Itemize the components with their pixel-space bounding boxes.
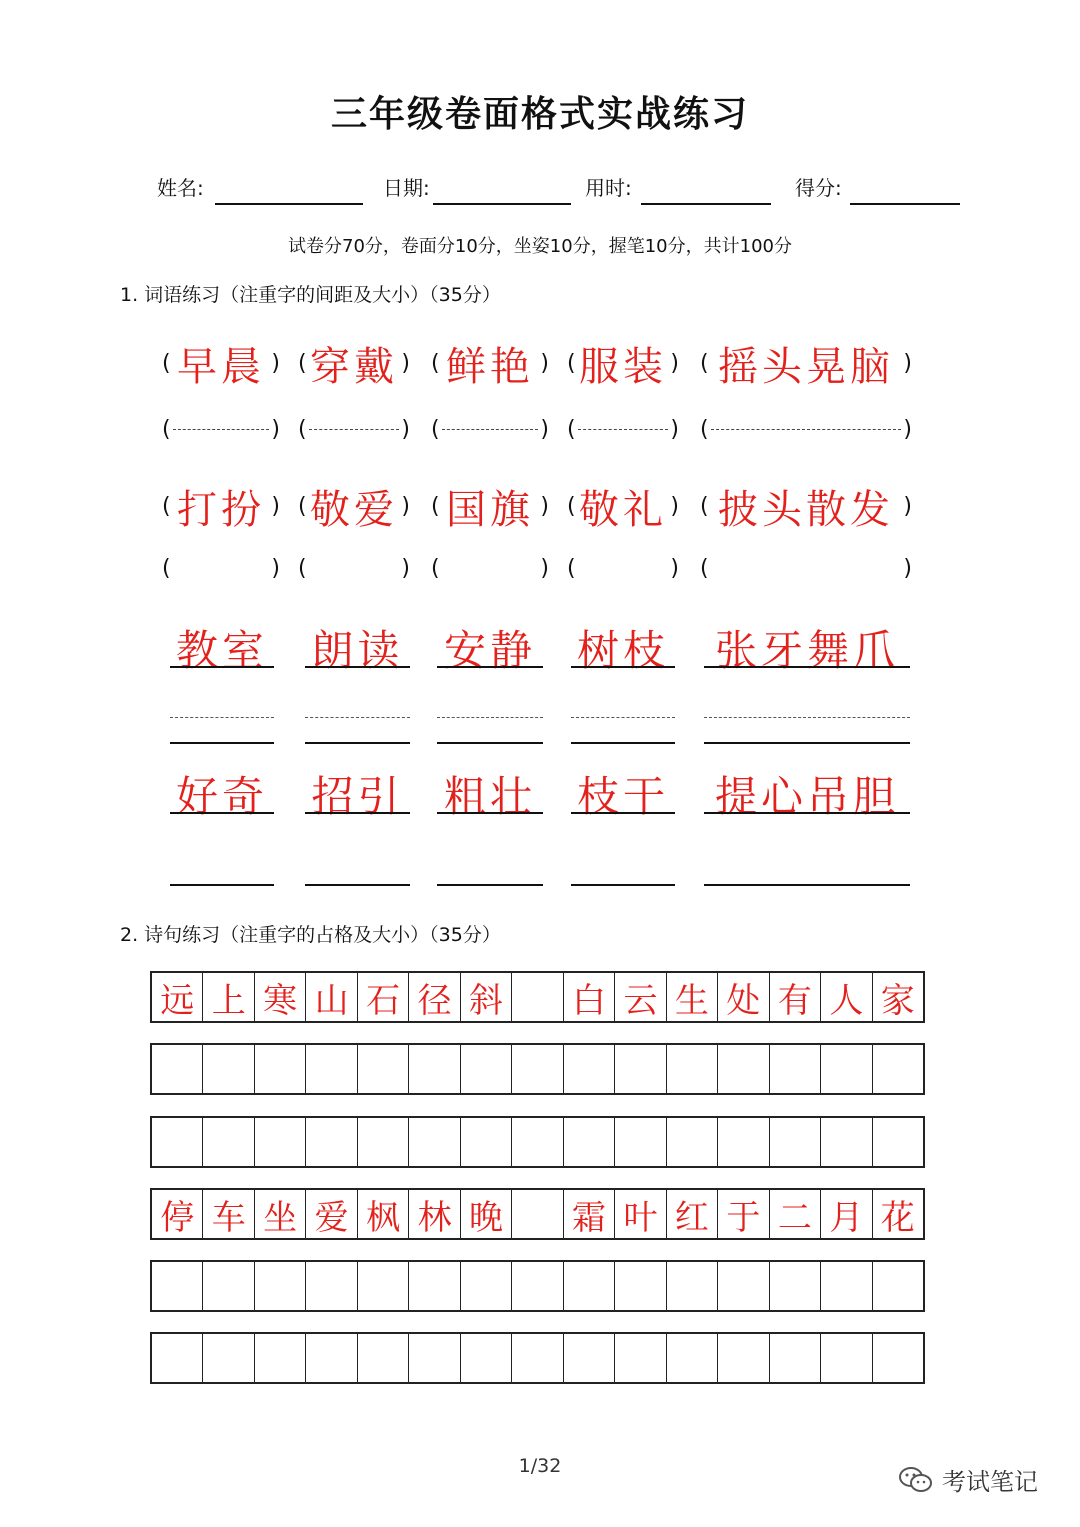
practice-cell[interactable] (461, 1045, 512, 1093)
page-number: 1/32 (518, 1455, 562, 1477)
word-underline (704, 666, 910, 668)
practice-cell[interactable] (358, 1118, 409, 1166)
practice-parens[interactable] (298, 414, 410, 444)
word-in-parens (162, 476, 280, 536)
practice-cell[interactable] (255, 1262, 306, 1310)
dashed-guide (170, 717, 274, 718)
close-paren: ) (670, 350, 679, 376)
score-line (850, 203, 960, 205)
wechat-icon (898, 1465, 934, 1495)
model-word: 摇头晃脑 (718, 343, 894, 390)
open-paren: ( (298, 416, 307, 442)
model-cell: 坐 (255, 1190, 306, 1238)
practice-cell[interactable] (821, 1262, 872, 1310)
practice-cell[interactable] (564, 1262, 615, 1310)
dashed-guide (711, 429, 902, 430)
model-cell (512, 1190, 563, 1238)
model-word: 服装 (579, 343, 667, 390)
close-paren: ) (401, 416, 410, 442)
practice-cell[interactable] (770, 1262, 821, 1310)
time-line (641, 203, 771, 205)
close-paren: ) (670, 493, 679, 519)
practice-grid-row (150, 1116, 925, 1168)
model-word: 树枝 (576, 626, 669, 675)
date-label: 日期: (383, 176, 430, 200)
model-cell: 月 (821, 1190, 872, 1238)
word-underline (571, 666, 675, 668)
practice-cell[interactable] (667, 1334, 718, 1382)
model-word: 敬礼 (579, 486, 667, 533)
practice-cell[interactable] (461, 1262, 512, 1310)
model-cell: 径 (409, 973, 460, 1021)
open-paren: ( (431, 416, 440, 442)
practice-cell[interactable] (152, 1334, 203, 1382)
word-underline (170, 812, 274, 814)
open-paren: ( (567, 350, 576, 376)
practice-parens[interactable] (567, 414, 679, 444)
practice-cell[interactable] (873, 1334, 923, 1382)
dashed-guide (578, 429, 669, 430)
practice-cell[interactable] (358, 1045, 409, 1093)
practice-cell[interactable] (306, 1262, 357, 1310)
open-paren: ( (567, 555, 576, 581)
open-paren: ( (700, 493, 709, 519)
practice-cell[interactable] (512, 1334, 563, 1382)
close-paren: ) (540, 416, 549, 442)
dashed-guide (437, 717, 543, 718)
open-paren: ( (567, 493, 576, 519)
practice-cell[interactable] (667, 1118, 718, 1166)
practice-cell[interactable] (512, 1262, 563, 1310)
dashed-guide (704, 717, 910, 718)
practice-cell[interactable] (564, 1118, 615, 1166)
practice-cell[interactable] (409, 1262, 460, 1310)
practice-grid-row (150, 1260, 925, 1312)
practice-cell[interactable] (615, 1045, 666, 1093)
model-word: 教室 (175, 626, 268, 675)
close-paren: ) (271, 555, 280, 581)
practice-cell[interactable] (718, 1262, 769, 1310)
open-paren: ( (298, 350, 307, 376)
close-paren: ) (903, 416, 912, 442)
name-line (215, 203, 363, 205)
score-breakdown: 试卷分70分，卷面分10分，坐姿10分，握笔10分，共计100分 (288, 236, 792, 257)
word-in-parens (567, 333, 679, 393)
model-word: 鲜艳 (446, 343, 534, 390)
practice-line[interactable] (437, 742, 543, 744)
open-paren: ( (431, 350, 440, 376)
model-cell: 二 (770, 1190, 821, 1238)
model-cell: 叶 (615, 1190, 666, 1238)
word-underline (437, 812, 543, 814)
close-paren: ) (903, 555, 912, 581)
model-cell: 生 (667, 973, 718, 1021)
model-cell: 霜 (564, 1190, 615, 1238)
practice-cell[interactable] (409, 1118, 460, 1166)
model-word: 提心吊胆 (714, 772, 899, 821)
word-in-parens (700, 333, 912, 393)
practice-cell[interactable] (255, 1334, 306, 1382)
practice-cell[interactable] (461, 1334, 512, 1382)
model-word: 招引 (311, 772, 404, 821)
practice-cell[interactable] (203, 1045, 254, 1093)
practice-cell[interactable] (306, 1334, 357, 1382)
model-word: 好奇 (175, 772, 268, 821)
model-cell: 白 (564, 973, 615, 1021)
practice-parens[interactable] (700, 553, 912, 583)
practice-parens[interactable] (700, 414, 912, 444)
score-label: 得分: (795, 176, 842, 200)
close-paren: ) (670, 555, 679, 581)
practice-cell[interactable] (358, 1334, 409, 1382)
open-paren: ( (162, 416, 171, 442)
practice-cell[interactable] (564, 1045, 615, 1093)
model-cell: 晚 (461, 1190, 512, 1238)
word-in-parens (298, 476, 410, 536)
close-paren: ) (903, 493, 912, 519)
practice-line[interactable] (170, 884, 274, 886)
date-line (433, 203, 571, 205)
time-label: 用时: (585, 176, 632, 200)
page-title: 三年级卷面格式实战练习 (330, 94, 749, 135)
practice-line[interactable] (704, 884, 910, 886)
practice-cell[interactable] (203, 1334, 254, 1382)
close-paren: ) (401, 555, 410, 581)
practice-cell[interactable] (306, 1045, 357, 1093)
model-cell: 爱 (306, 1190, 357, 1238)
open-paren: ( (431, 493, 440, 519)
section2-heading: 2. 诗句练习（注重字的占格及大小）（35分） (120, 924, 501, 946)
practice-cell[interactable] (564, 1334, 615, 1382)
word-in-parens (298, 333, 410, 393)
model-word: 早晨 (177, 343, 265, 390)
model-cell: 有 (770, 973, 821, 1021)
practice-parens[interactable] (567, 553, 679, 583)
practice-line[interactable] (571, 742, 675, 744)
word-underline (571, 812, 675, 814)
practice-cell[interactable] (873, 1262, 923, 1310)
dashed-guide (442, 429, 539, 430)
practice-cell[interactable] (821, 1334, 872, 1382)
model-cell: 石 (358, 973, 409, 1021)
model-cell: 于 (718, 1190, 769, 1238)
watermark (898, 1462, 1038, 1497)
model-word: 打扮 (177, 486, 265, 533)
word-underline (704, 812, 910, 814)
practice-cell[interactable] (667, 1045, 718, 1093)
model-word: 朗读 (311, 626, 404, 675)
model-grid-row (150, 1188, 925, 1240)
practice-parens[interactable] (162, 414, 280, 444)
word-underline (305, 812, 410, 814)
practice-cell[interactable] (255, 1118, 306, 1166)
practice-cell[interactable] (512, 1118, 563, 1166)
practice-cell[interactable] (152, 1045, 203, 1093)
close-paren: ) (271, 350, 280, 376)
watermark-text: 考试笔记 (942, 1468, 1038, 1496)
close-paren: ) (670, 416, 679, 442)
word-in-parens (567, 476, 679, 536)
close-paren: ) (903, 350, 912, 376)
open-paren: ( (700, 350, 709, 376)
practice-cell[interactable] (615, 1262, 666, 1310)
model-cell: 处 (718, 973, 769, 1021)
practice-line[interactable] (305, 884, 410, 886)
practice-grid-row (150, 1043, 925, 1095)
practice-cell[interactable] (306, 1118, 357, 1166)
practice-cell[interactable] (512, 1045, 563, 1093)
model-word: 国旗 (446, 486, 534, 533)
practice-parens[interactable] (431, 553, 549, 583)
model-word: 敬爱 (310, 486, 398, 533)
model-cell: 枫 (358, 1190, 409, 1238)
practice-cell[interactable] (770, 1118, 821, 1166)
practice-cell[interactable] (615, 1118, 666, 1166)
practice-cell[interactable] (461, 1118, 512, 1166)
model-grid-row (150, 971, 925, 1023)
practice-cell[interactable] (718, 1334, 769, 1382)
practice-cell[interactable] (152, 1118, 203, 1166)
open-paren: ( (431, 555, 440, 581)
practice-parens[interactable] (431, 414, 549, 444)
open-paren: ( (298, 555, 307, 581)
practice-cell[interactable] (770, 1045, 821, 1093)
close-paren: ) (401, 350, 410, 376)
name-label: 姓名: (157, 176, 204, 200)
practice-cell[interactable] (718, 1118, 769, 1166)
open-paren: ( (700, 416, 709, 442)
practice-line[interactable] (437, 884, 543, 886)
word-underline (305, 666, 410, 668)
practice-cell[interactable] (873, 1118, 923, 1166)
dashed-guide (571, 717, 675, 718)
model-cell (512, 973, 563, 1021)
practice-cell[interactable] (770, 1334, 821, 1382)
word-underline (437, 666, 543, 668)
model-cell: 云 (615, 973, 666, 1021)
section1-heading: 1. 词语练习（注重字的间距及大小）（35分） (120, 284, 501, 306)
word-in-parens (431, 333, 549, 393)
open-paren: ( (162, 350, 171, 376)
practice-cell[interactable] (152, 1262, 203, 1310)
model-word: 穿戴 (310, 343, 398, 390)
model-cell: 家 (880, 980, 915, 1021)
close-paren: ) (401, 493, 410, 519)
word-in-parens (431, 476, 549, 536)
practice-parens[interactable] (298, 553, 410, 583)
word-in-parens (700, 476, 912, 536)
model-word: 安静 (443, 626, 536, 675)
practice-cell[interactable] (203, 1118, 254, 1166)
practice-line[interactable] (571, 884, 675, 886)
close-paren: ) (271, 416, 280, 442)
close-paren: ) (540, 493, 549, 519)
practice-cell[interactable] (615, 1334, 666, 1382)
open-paren: ( (162, 555, 171, 581)
model-cell: 红 (667, 1190, 718, 1238)
model-cell: 远 (152, 973, 203, 1021)
model-cell: 寒 (255, 973, 306, 1021)
close-paren: ) (271, 493, 280, 519)
open-paren: ( (298, 493, 307, 519)
practice-line[interactable] (704, 742, 910, 744)
close-paren: ) (540, 555, 549, 581)
dashed-guide (309, 429, 400, 430)
dashed-guide (305, 717, 410, 718)
word-underline (170, 666, 274, 668)
close-paren: ) (540, 350, 549, 376)
practice-cell[interactable] (203, 1262, 254, 1310)
practice-cell[interactable] (255, 1045, 306, 1093)
model-word: 粗壮 (443, 772, 536, 821)
model-cell: 上 (203, 973, 254, 1021)
model-word: 枝干 (576, 772, 669, 821)
model-word: 披头散发 (718, 486, 894, 533)
open-paren: ( (700, 555, 709, 581)
practice-cell[interactable] (409, 1045, 460, 1093)
model-cell: 斜 (461, 973, 512, 1021)
practice-cell[interactable] (358, 1262, 409, 1310)
practice-cell[interactable] (667, 1262, 718, 1310)
practice-parens[interactable] (162, 553, 280, 583)
practice-line[interactable] (170, 742, 274, 744)
practice-cell[interactable] (873, 1045, 923, 1093)
model-cell: 林 (409, 1190, 460, 1238)
practice-cell[interactable] (821, 1045, 872, 1093)
model-cell: 山 (306, 973, 357, 1021)
model-cell: 花 (880, 1197, 915, 1238)
open-paren: ( (567, 416, 576, 442)
word-in-parens (162, 333, 280, 393)
model-cell: 停 (152, 1190, 203, 1238)
model-cell: 车 (203, 1190, 254, 1238)
open-paren: ( (162, 493, 171, 519)
dashed-guide (173, 429, 270, 430)
model-cell: 人 (821, 973, 872, 1021)
practice-grid-row (150, 1332, 925, 1384)
practice-cell[interactable] (718, 1045, 769, 1093)
practice-line[interactable] (305, 742, 410, 744)
practice-cell[interactable] (821, 1118, 872, 1166)
model-word: 张牙舞爪 (714, 626, 899, 675)
practice-cell[interactable] (409, 1334, 460, 1382)
